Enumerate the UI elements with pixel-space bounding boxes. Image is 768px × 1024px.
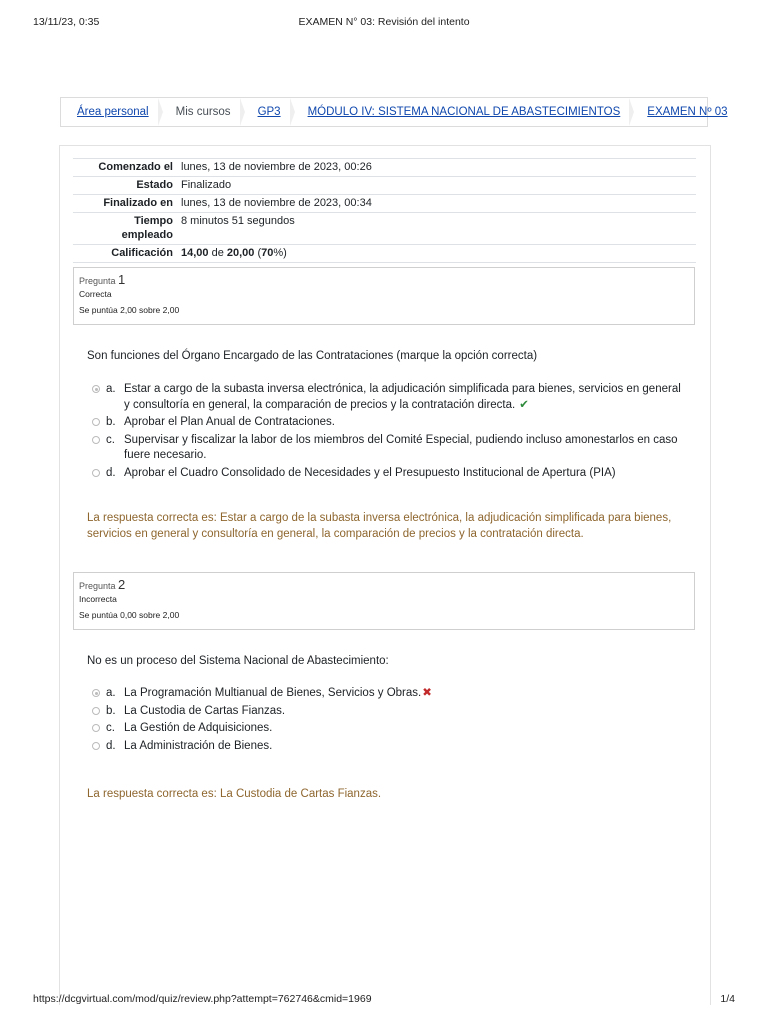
answer-option xyxy=(92,415,682,431)
grade-max: 20,00 xyxy=(226,247,255,259)
question-number: 2 xyxy=(118,577,126,592)
summary-value: lunes, 13 de noviembre de 2023, 00:34 xyxy=(177,195,696,213)
grade-percent: 70 xyxy=(261,247,274,259)
radio-button[interactable] xyxy=(92,689,100,697)
answer-text: La Gestión de Adquisiciones. xyxy=(124,722,273,734)
answer-option xyxy=(92,433,682,464)
print-datetime: 13/11/23, 0:35 xyxy=(33,16,100,28)
breadcrumb-link-gp3[interactable]: GP3 xyxy=(257,106,281,118)
question-info-box xyxy=(73,267,695,325)
grade-text: %) xyxy=(273,247,287,259)
answer-letter: a. xyxy=(106,383,116,395)
summary-label: Calificación xyxy=(73,245,177,263)
question-number-row xyxy=(79,578,689,593)
correct-check-icon: ✔ xyxy=(519,398,529,411)
answer-letter: d. xyxy=(106,739,116,752)
question-label: Pregunta xyxy=(79,581,116,591)
answer-text-wrap xyxy=(124,382,682,413)
answer-text: La Administración de Bienes. xyxy=(124,739,273,752)
summary-grade-value xyxy=(177,245,696,263)
summary-value: 8 minutos 51 segundos xyxy=(177,213,696,245)
question-grade: Se puntúa 0,00 sobre 2,00 xyxy=(79,610,180,620)
answer-letter: b. xyxy=(106,704,116,717)
question-grade: Se puntúa 2,00 sobre 2,00 xyxy=(79,305,180,315)
answer-text-wrap xyxy=(124,686,682,702)
breadcrumb-item-examen xyxy=(647,106,727,118)
answer-option xyxy=(92,704,682,720)
summary-row-finished xyxy=(73,195,696,213)
answer-list xyxy=(92,686,682,756)
summary-value: Finalizado xyxy=(177,177,696,195)
answer-letter: c. xyxy=(106,722,115,734)
print-url: https://dcgvirtual.com/mod/quiz/review.php?attempt=762746&cmid=1969 xyxy=(33,993,372,1005)
breadcrumb-link-modulo[interactable]: MÓDULO IV: SISTEMA NACIONAL DE ABASTECIMIENTOS xyxy=(307,106,621,118)
breadcrumb-link-area-personal[interactable]: Área personal xyxy=(77,106,149,118)
grade-text: ( xyxy=(254,247,262,259)
summary-label-line: empleado xyxy=(121,229,173,241)
radio-button[interactable] xyxy=(92,385,100,393)
answer-option xyxy=(92,466,682,482)
breadcrumb-separator-icon xyxy=(629,98,634,126)
question-state: Incorrecta xyxy=(79,594,117,604)
incorrect-cross-icon: ✖ xyxy=(422,687,432,699)
answer-text: La Programación Multianual de Bienes, Servicios y Obras. xyxy=(124,687,422,699)
summary-label: Finalizado en xyxy=(73,195,177,213)
radio-button[interactable] xyxy=(92,436,100,444)
right-answer-feedback: La respuesta correcta es: La Custodia de Cartas Fianzas. xyxy=(87,788,382,800)
print-title: EXAMEN N° 03: Revisión del intento xyxy=(298,16,470,28)
radio-button[interactable] xyxy=(92,707,100,715)
summary-row-time xyxy=(73,213,696,245)
answer-letter: c. xyxy=(106,433,115,446)
question-text: No es un proceso del Sistema Nacional de Abastecimiento: xyxy=(87,655,389,667)
radio-button[interactable] xyxy=(92,418,100,426)
summary-label: Comenzado el xyxy=(73,159,177,177)
breadcrumb-separator-icon xyxy=(158,98,163,126)
print-header xyxy=(33,16,735,30)
summary-value: lunes, 13 de noviembre de 2023, 00:26 xyxy=(177,159,696,177)
answer-text: Aprobar el Plan Anual de Contrataciones. xyxy=(124,416,335,428)
summary-label xyxy=(73,213,177,245)
breadcrumb-item-gp3 xyxy=(258,98,308,126)
question-number: 1 xyxy=(118,272,126,287)
answer-list xyxy=(92,382,682,483)
question-text: Son funciones del Órgano Encargado de las Contrataciones (marque la opción correcta) xyxy=(87,350,538,362)
summary-row-started xyxy=(73,159,696,177)
summary-label-line: Tiempo xyxy=(134,215,173,227)
answer-letter: a. xyxy=(106,687,116,699)
attempt-summary-table xyxy=(73,158,696,263)
question-number-row xyxy=(79,273,689,288)
print-footer xyxy=(33,993,735,1007)
breadcrumb-text-mis-cursos: Mis cursos xyxy=(175,106,231,118)
breadcrumb-item-area-personal xyxy=(77,98,176,126)
radio-button[interactable] xyxy=(92,742,100,750)
answer-option xyxy=(92,686,682,702)
grade-text: de xyxy=(208,247,227,259)
question-label: Pregunta xyxy=(79,276,116,286)
breadcrumb xyxy=(60,97,728,127)
summary-row-grade xyxy=(73,245,696,263)
radio-button[interactable] xyxy=(92,724,100,732)
answer-letter: b. xyxy=(106,416,116,428)
answer-text: Supervisar y fiscalizar la labor de los miembros del Comité Especial, pudiendo incluso amonestarlos en caso fuere necesario. xyxy=(124,433,678,461)
breadcrumb-item-modulo xyxy=(308,98,648,126)
grade-score: 14,00 xyxy=(181,247,209,259)
answer-text: Aprobar el Cuadro Consolidado de Necesidades y el Presupuesto Institucional de Apertura (PIA) xyxy=(124,466,616,479)
radio-button[interactable] xyxy=(92,469,100,477)
answer-letter: d. xyxy=(106,466,116,479)
question-info-box xyxy=(73,572,695,630)
summary-label: Estado xyxy=(73,177,177,195)
breadcrumb-item-mis-cursos xyxy=(176,98,258,126)
answer-text: Estar a cargo de la subasta inversa electrónica, la adjudicación simplificada para bienes, servicios en general y consultoría en general, la comparación de precios y la contratación directa. xyxy=(124,383,681,411)
breadcrumb-separator-icon xyxy=(290,98,295,126)
answer-option xyxy=(92,721,682,737)
breadcrumb-link-examen[interactable]: EXAMEN Nº 03 xyxy=(647,106,728,118)
answer-text: La Custodia de Cartas Fianzas. xyxy=(124,704,286,717)
breadcrumb-separator-icon xyxy=(240,98,245,126)
print-page-number: 1/4 xyxy=(720,993,735,1005)
summary-row-state xyxy=(73,177,696,195)
question-state: Correcta xyxy=(79,289,112,299)
answer-option xyxy=(92,382,682,413)
right-answer-feedback: La respuesta correcta es: Estar a cargo de la subasta inversa electrónica, la adjudicación simplificada para bienes, servicios en general y consultoría en general, la comparación de precios y la contratación directa. xyxy=(87,512,672,540)
answer-option xyxy=(92,739,682,755)
